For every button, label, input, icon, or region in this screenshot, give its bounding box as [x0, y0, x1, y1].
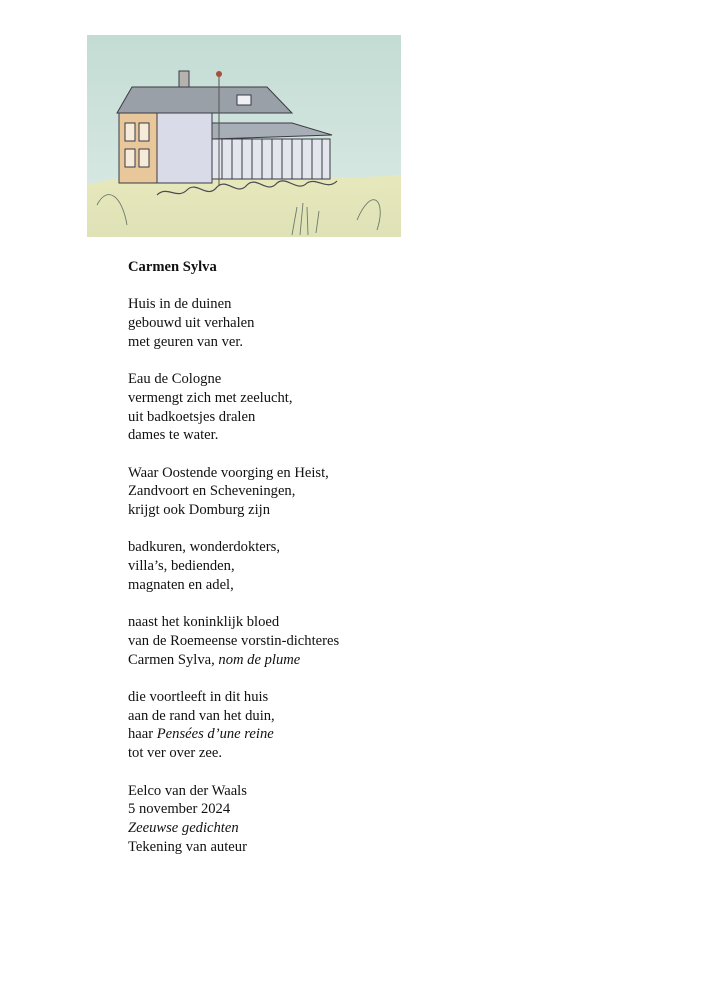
- poem-line-mixed: [128, 651, 548, 670]
- line-italic-part: nom de plume: [218, 651, 301, 668]
- stanza-3: [128, 464, 548, 520]
- house-roof: [117, 87, 292, 113]
- poem-line: Zandvoort en Scheveningen,: [128, 483, 296, 500]
- poem-line: villa’s, bedienden,: [128, 558, 235, 575]
- poem-title: Carmen Sylva: [128, 259, 217, 275]
- poem-line: die voortleeft in dit huis: [128, 689, 269, 706]
- line-italic-part: Pensées d’une reine: [156, 726, 274, 743]
- poem-line-mixed: [128, 725, 548, 744]
- poem-line: badkuren, wonderdokters,: [128, 539, 280, 556]
- poem-line: gebouwd uit verhalen: [128, 315, 255, 332]
- poem-line: magnaten en adel,: [128, 576, 234, 593]
- drawing-credit: Tekening van auteur: [128, 838, 247, 855]
- poem-line: van de Roemeense vorstin-dichteres: [128, 632, 340, 649]
- line-plain-part: Carmen Sylva,: [128, 651, 219, 668]
- poem-line: krijgt ook Domburg zijn: [128, 502, 271, 519]
- flagpole-top: [216, 71, 222, 77]
- stanza-4: [128, 538, 548, 594]
- stanza-6: [128, 688, 548, 763]
- poem-line: aan de rand van het duin,: [128, 707, 275, 724]
- chimney-left: [179, 71, 189, 87]
- house-in-dunes-drawing: [87, 35, 401, 237]
- poem-line: vermengt zich met zeelucht,: [128, 389, 293, 406]
- window-2: [139, 123, 149, 141]
- author-name: Eelco van der Waals: [128, 782, 247, 799]
- poem-line: dames te water.: [128, 427, 219, 444]
- stanza-5: [128, 613, 548, 669]
- drawing-canvas: [87, 35, 401, 237]
- stanza-2: [128, 370, 548, 445]
- window-1: [125, 123, 135, 141]
- house-center: [157, 113, 212, 183]
- window-4: [139, 149, 149, 167]
- poem-line: tot ver over zee.: [128, 745, 222, 762]
- poem-line: Huis in de duinen: [128, 296, 232, 313]
- stanza-1: [128, 295, 548, 351]
- dormer-window: [237, 95, 251, 105]
- collection-title: Zeeuwse gedichten: [128, 819, 239, 836]
- window-3: [125, 149, 135, 167]
- poem-line: Eau de Cologne: [128, 371, 222, 388]
- poem-line: met geuren van ver.: [128, 333, 244, 350]
- poem-date: 5 november 2024: [128, 801, 231, 818]
- poem-line: naast het koninklijk bloed: [128, 614, 280, 631]
- poem-line: Waar Oostende voorging en Heist,: [128, 464, 329, 481]
- signature-block: [128, 782, 548, 857]
- line-plain-part: haar: [128, 726, 157, 743]
- poem: [128, 258, 548, 875]
- poem-line: uit badkoetsjes dralen: [128, 408, 256, 425]
